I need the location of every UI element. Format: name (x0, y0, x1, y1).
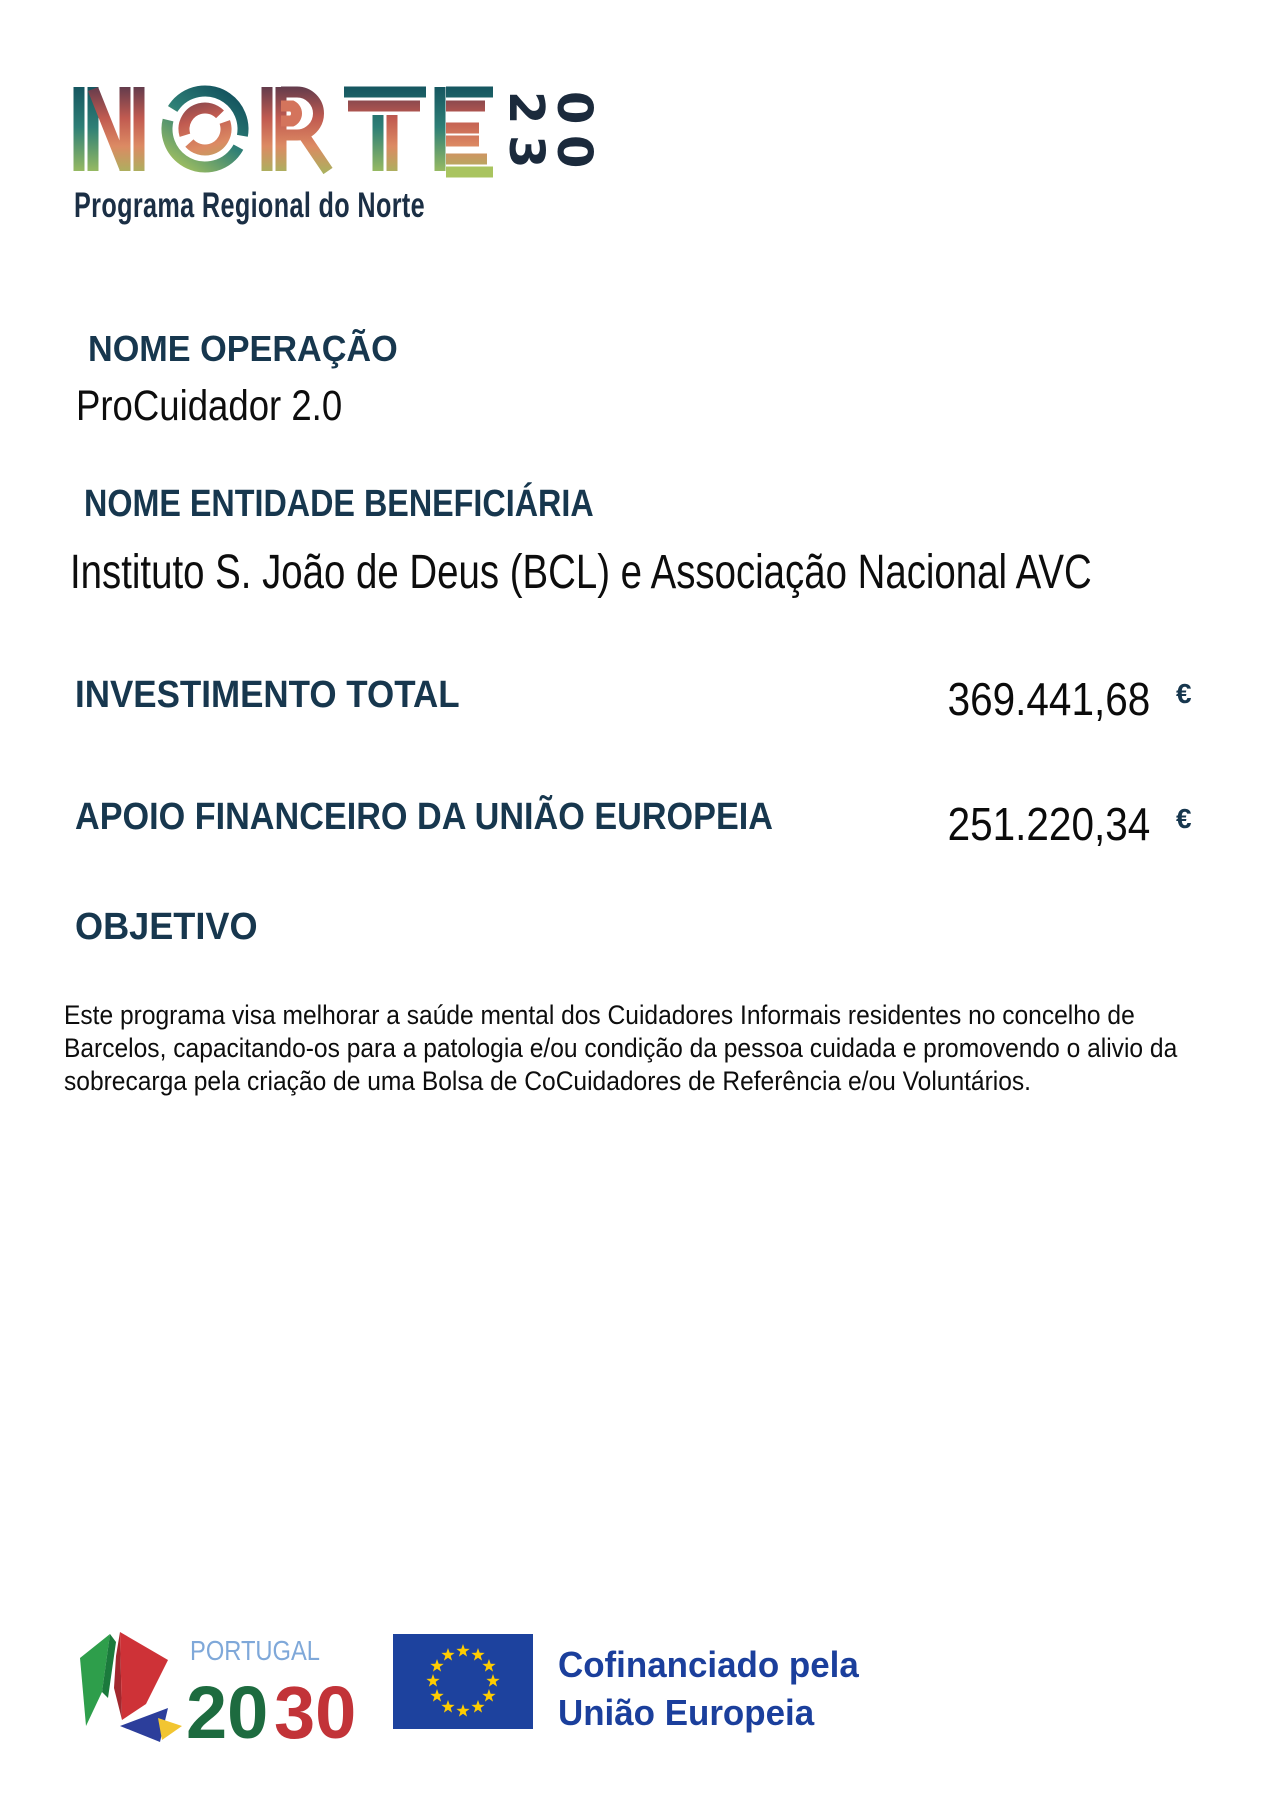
program-tagline: Programa Regional do Norte (74, 186, 426, 225)
portugal-label: PORTUGAL (190, 1635, 320, 1666)
beneficiary-name-value: Instituto S. João de Deus (BCL) e Associação Nacional AVC (70, 546, 1092, 599)
eu-cofinance-line2: União Europeia (558, 1692, 815, 1733)
operation-name-value: ProCuidador 2.0 (76, 382, 343, 430)
portugal-2030-logo (70, 1628, 370, 1758)
pt2030-year-green: 20 (186, 1671, 269, 1754)
total-investment-label: INVESTIMENTO TOTAL (75, 674, 460, 716)
pt2030-year-red: 30 (274, 1671, 357, 1754)
norte-2030-logo (72, 85, 602, 179)
eu-flag-icon (393, 1634, 533, 1729)
beneficiary-name-label: NOME ENTIDADE BENEFICIÁRIA (84, 483, 594, 525)
operation-name-label: NOME OPERAÇÃO (88, 328, 398, 369)
logo-digit: 3 (498, 135, 554, 169)
portugal-flag-mark (80, 1632, 182, 1742)
eu-support-amount: 251.220,34 (947, 798, 1150, 850)
eu-support-label: APOIO FINANCEIRO DA UNIÃO EUROPEIA (75, 796, 773, 838)
norte-wordmark (79, 85, 493, 179)
logo-digit: 0 (546, 135, 602, 169)
objective-label: OBJETIVO (75, 906, 258, 948)
logo-digit: 2 (498, 91, 554, 125)
logo-digit: 0 (546, 91, 602, 125)
euro-sign: € (1176, 678, 1192, 709)
euro-sign: € (1176, 803, 1192, 834)
total-investment-amount: 369.441,68 (947, 673, 1150, 725)
objective-text: Este programa visa melhorar a saúde mental dos Cuidadores Informais residentes no concelho de Barcelos, capacitando-os para a patologia e/ou condição da pessoa cuidada e promovendo o alivio da sobrecarga pela criação de uma Bolsa de CoCuidadores de Referência e/ou Voluntários. (64, 1000, 1178, 1096)
norte-2030-digits (498, 91, 602, 168)
eu-cofinance-line1: Cofinanciado pela (558, 1644, 859, 1685)
eu-cofinance-text (558, 1641, 859, 1737)
